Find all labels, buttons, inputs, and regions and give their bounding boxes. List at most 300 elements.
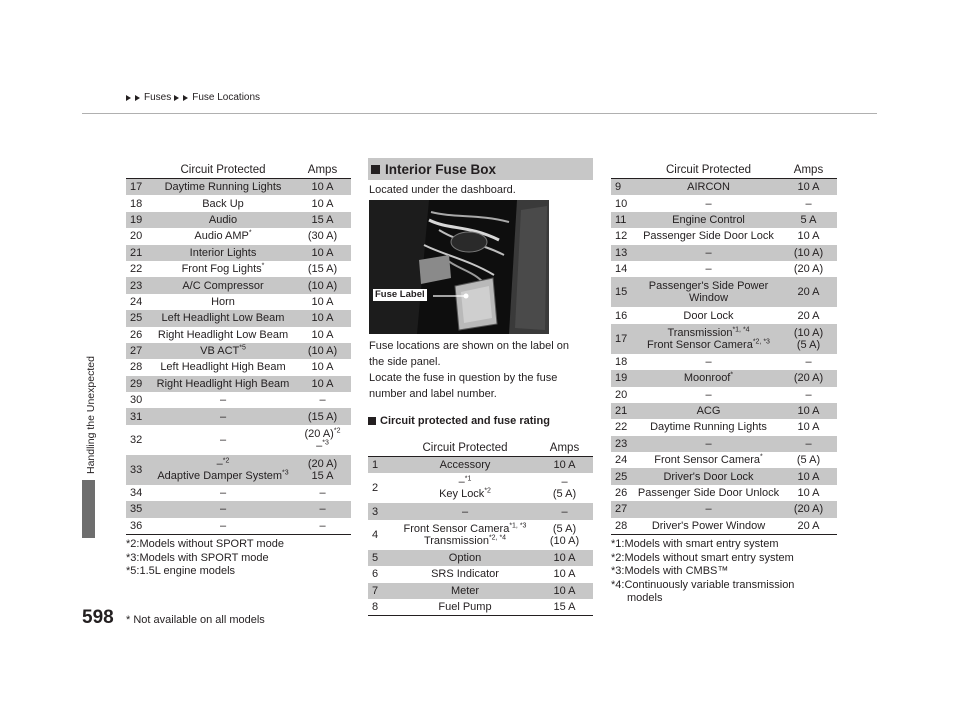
cell-text: 10 A [311, 197, 334, 210]
cell-text: Driver's Door Lock [663, 470, 754, 483]
footnote: *5:1.5L engine models [126, 565, 236, 577]
amps-cell [780, 468, 837, 484]
fuse-number: 6 [372, 568, 379, 581]
footnote-marker: *2, *3 [752, 338, 770, 346]
cell-text: (10 A) [307, 345, 338, 358]
amps-cell [294, 212, 351, 228]
circuit-cell [637, 245, 780, 261]
cell-text: 5 A [800, 213, 817, 226]
circuit-cell [637, 179, 780, 196]
cell-text: – [219, 503, 227, 516]
fuse-number: 32 [130, 433, 143, 446]
cell-text: – [316, 439, 323, 452]
circuit-cell [637, 228, 780, 244]
amps-cell [294, 376, 351, 392]
table-row [126, 455, 351, 485]
cell-text: Meter [450, 584, 480, 597]
fuse-number: 7 [368, 583, 394, 599]
footnote-marker: *2 [222, 457, 230, 465]
table-row [368, 583, 593, 599]
cell-text: Left Headlight Low Beam [161, 312, 285, 325]
dashboard-photo-image [369, 200, 549, 334]
subsection-title: Circuit protected and fuse rating [380, 415, 550, 427]
table-row [611, 354, 837, 370]
circuit-cell [394, 599, 536, 616]
amps-cell [780, 387, 837, 403]
circuit-cell [152, 228, 294, 244]
fuse-table-left [126, 154, 351, 535]
cell-text: 15 A [311, 469, 334, 482]
location-text: Located under the dashboard. [369, 184, 516, 196]
cell-text: Moonroof [683, 372, 731, 385]
cell-text: 10 A [311, 361, 334, 374]
fuse-number: 25 [126, 310, 152, 326]
fuse-number: 36 [126, 518, 152, 535]
cell-text: (5 A) [796, 338, 821, 351]
header-rule [82, 113, 877, 114]
amps-cell [780, 518, 837, 535]
fuse-number: 10 [615, 197, 628, 210]
table-row [611, 485, 837, 501]
cell-text: 10 A [797, 405, 820, 418]
cell-text: – [705, 503, 712, 516]
table-row [611, 468, 837, 484]
table-row [126, 392, 351, 408]
fuse-number: 24 [615, 454, 628, 467]
fuse-number: 1 [368, 457, 394, 474]
table-row [611, 195, 837, 211]
amps-cell [294, 359, 351, 375]
cell-text: – [216, 457, 223, 470]
footnote-marker: * [261, 262, 265, 270]
fuse-number: 31 [126, 408, 152, 424]
cell-text: 10 A [311, 312, 334, 325]
amps-cell [780, 354, 837, 370]
cell-text: 10 A [553, 584, 576, 597]
circuit-cell [152, 376, 294, 392]
fuse-number: 27 [126, 343, 152, 359]
breadcrumb-arrow-icon [183, 95, 188, 101]
cell-text: – [319, 503, 326, 516]
amps-cell [780, 403, 837, 419]
fuse-number: 26 [615, 487, 628, 500]
fuse-table-middle [368, 432, 593, 616]
table-row [611, 228, 837, 244]
breadcrumb-arrow-icon [126, 95, 131, 101]
column-header: Circuit Protected [394, 432, 536, 457]
footnote-marker: *2, *4 [488, 534, 507, 542]
fuse-number: 17 [611, 324, 637, 354]
fuse-number: 26 [130, 328, 143, 341]
table-row [611, 370, 837, 386]
cell-text: – [461, 505, 469, 518]
fuse-number: 3 [368, 503, 394, 519]
fuse-number: 14 [615, 263, 628, 276]
square-bullet-icon [368, 417, 376, 425]
cell-text: 15 A [311, 213, 334, 226]
circuit-cell [637, 354, 780, 370]
breadcrumb-arrow-icon [174, 95, 179, 101]
fuse-number: 34 [130, 487, 143, 500]
cell-text: (10 A) [793, 246, 824, 259]
amps-cell [294, 179, 351, 196]
amps-cell [780, 324, 837, 354]
footnote: *3:Models with SPORT mode [126, 551, 269, 564]
cell-text: – [561, 505, 568, 518]
footnote-marker: *3 [322, 439, 329, 447]
table-row [611, 436, 837, 452]
cell-text: 10 A [311, 295, 334, 308]
circuit-cell [637, 436, 780, 452]
table-row [368, 520, 593, 550]
footnote-marker: *3 [282, 469, 289, 477]
circuit-cell [637, 403, 780, 419]
fuse-number: 20 [130, 230, 143, 243]
circuit-cell [394, 503, 536, 519]
availability-note: * Not available on all models [126, 614, 265, 626]
cell-text: 20 A [797, 309, 820, 322]
table-row [611, 261, 837, 277]
fuse-number: 11 [611, 212, 637, 228]
section-label: Handling the Unexpected [85, 356, 97, 474]
cell-text: 20 A [797, 286, 820, 299]
amps-cell [780, 277, 837, 307]
circuit-cell [152, 212, 294, 228]
circuit-cell [637, 307, 780, 323]
cell-text: 10 A [797, 230, 820, 243]
cell-text: Daytime Running Lights [650, 421, 767, 434]
column-header: Circuit Protected [637, 154, 780, 179]
amps-cell [780, 195, 837, 211]
table-row [611, 387, 837, 403]
fuse-number: 20 [615, 388, 628, 401]
footnote: *2:Models without smart entry system [611, 551, 794, 564]
table-row [126, 294, 351, 310]
circuit-cell [152, 294, 294, 310]
circuit-cell [152, 408, 294, 424]
table-row [368, 473, 593, 503]
fuse-number: 25 [611, 468, 637, 484]
fuse-number: 12 [615, 230, 628, 243]
cell-text: (5 A) [796, 454, 821, 467]
cell-text: 10 A [797, 181, 820, 194]
fuse-number: 27 [611, 501, 637, 517]
fuse-number: 13 [611, 245, 637, 261]
table-row [126, 245, 351, 261]
table-row [126, 343, 351, 359]
circuit-cell [152, 245, 294, 261]
table-row [611, 179, 837, 196]
table-row [126, 327, 351, 343]
cell-text: (20 A) [304, 427, 334, 440]
table-row [611, 307, 837, 323]
circuit-cell [637, 370, 780, 386]
cell-text: AIRCON [687, 181, 730, 194]
amps-cell [294, 277, 351, 293]
amps-cell [536, 550, 593, 566]
fuse-number: 21 [126, 245, 152, 261]
amps-cell [536, 583, 593, 599]
cell-text: Front Sensor Camera [403, 522, 510, 535]
footnote-marker: * [730, 371, 734, 379]
cell-text: (10 A) [307, 279, 338, 292]
circuit-cell [637, 387, 780, 403]
table-row [611, 419, 837, 435]
cell-text: Accessory [439, 459, 491, 472]
cell-text: Right Headlight Low Beam [157, 328, 289, 341]
amps-cell [780, 485, 837, 501]
cell-text: 10 A [311, 181, 334, 194]
cell-text: SRS Indicator [431, 568, 499, 581]
fuse-number: 5 [368, 550, 394, 566]
table-row [126, 408, 351, 424]
cell-text: (20 A) [793, 503, 824, 516]
cell-text: Interior Lights [189, 246, 257, 259]
table-row [126, 195, 351, 211]
fuse-number: 19 [126, 212, 152, 228]
fuse-number: 15 [611, 277, 637, 307]
table-row [126, 518, 351, 535]
amps-cell [780, 212, 837, 228]
cell-text: 10 A [311, 246, 334, 259]
cell-text: – [319, 519, 326, 532]
cell-text: Right Headlight High Beam [156, 377, 290, 390]
cell-text: (10 A) [549, 534, 580, 547]
cell-text: Option [448, 551, 482, 564]
amps-cell [294, 245, 351, 261]
table-row [126, 425, 351, 455]
footnote-marker: *2 [333, 427, 341, 435]
table-row [611, 452, 837, 468]
amps-cell [536, 520, 593, 550]
table-row [126, 179, 351, 196]
cell-text: 10 A [797, 487, 820, 500]
column-header: Amps [294, 154, 351, 179]
fuse-number: 29 [126, 376, 152, 392]
table-row [126, 485, 351, 501]
circuit-cell [637, 277, 780, 307]
column-header: Circuit Protected [152, 154, 294, 179]
circuit-cell [394, 566, 536, 582]
amps-cell [780, 245, 837, 261]
amps-cell [536, 473, 593, 503]
footnote: *4:Continuously variable transmission [611, 578, 795, 591]
amps-cell [536, 599, 593, 616]
footnote-marker: *1, *3 [509, 522, 527, 530]
table-row [611, 518, 837, 535]
amps-cell [294, 392, 351, 408]
cell-text: 20 A [797, 519, 820, 532]
circuit-cell [152, 392, 294, 408]
circuit-cell [152, 261, 294, 277]
square-bullet-icon [371, 165, 380, 174]
cell-text: 10 A [311, 328, 334, 341]
table-row [368, 503, 593, 519]
table-row [368, 550, 593, 566]
table-row [126, 261, 351, 277]
footnote: *1:Models with smart entry system [611, 538, 779, 550]
cell-text: A/C Compressor [182, 279, 264, 292]
amps-cell [780, 370, 837, 386]
cell-text: Key Lock [439, 488, 485, 501]
amps-cell [294, 228, 351, 244]
circuit-cell [637, 419, 780, 435]
circuit-cell [637, 501, 780, 517]
amps-cell [294, 518, 351, 535]
fuse-number: 24 [130, 295, 143, 308]
breadcrumb-item[interactable]: Fuse Locations [192, 92, 261, 103]
cell-text: 10 A [553, 568, 576, 581]
circuit-cell [394, 583, 536, 599]
fuse-number: 23 [611, 436, 637, 452]
footnote-marker: *5 [239, 344, 246, 352]
cell-text: – [805, 388, 812, 401]
cell-text: – [805, 355, 812, 368]
circuit-cell [637, 452, 780, 468]
fuse-box-photo [369, 200, 549, 334]
amps-cell [780, 261, 837, 277]
cell-text: Passenger's Side Power [648, 280, 769, 293]
amps-cell [294, 195, 351, 211]
fuse-number: 17 [126, 179, 152, 196]
amps-cell [294, 485, 351, 501]
section-title: Interior Fuse Box [385, 161, 497, 177]
fuse-label-callout: Fuse Label [375, 289, 425, 300]
fuse-number: 9 [611, 179, 637, 196]
table-row [611, 501, 837, 517]
table-row [126, 376, 351, 392]
circuit-cell [637, 485, 780, 501]
footnote-marker: * [248, 229, 252, 237]
fuse-number: 28 [611, 518, 637, 535]
footnote: models [627, 592, 663, 604]
table-row [368, 457, 593, 474]
footnote: *2:Models without SPORT mode [126, 538, 284, 550]
fuse-number: 33 [126, 455, 152, 485]
cell-text: – [705, 246, 712, 259]
circuit-cell [152, 455, 294, 485]
cell-text: 10 A [797, 470, 820, 483]
circuit-cell [637, 324, 780, 354]
table-row [611, 324, 837, 354]
cell-text: – [561, 476, 568, 489]
cell-text: (30 A) [307, 230, 338, 243]
amps-cell [294, 261, 351, 277]
cell-text: – [458, 476, 465, 489]
cell-text: Adaptive Damper System [157, 469, 283, 482]
cell-text: (20 A) [793, 372, 824, 385]
column-header: Amps [780, 154, 837, 179]
fuse-number: 19 [611, 370, 637, 386]
amps-cell [294, 408, 351, 424]
cell-text: Left Headlight High Beam [160, 361, 286, 374]
circuit-cell [152, 195, 294, 211]
cell-text: – [705, 197, 712, 210]
cell-text: (5 A) [552, 488, 577, 501]
circuit-cell [152, 343, 294, 359]
amps-cell [294, 425, 351, 455]
fuse-number: 21 [611, 403, 637, 419]
cell-text: – [705, 437, 712, 450]
cell-text: Audio [208, 213, 238, 226]
table-row [611, 403, 837, 419]
circuit-cell [637, 261, 780, 277]
fuse-number: 8 [368, 599, 394, 616]
amps-cell [536, 503, 593, 519]
cell-text: – [705, 263, 712, 276]
cell-text: (5 A) [552, 522, 577, 535]
page-number: 598 [82, 607, 114, 628]
fuse-number: 4 [372, 528, 379, 541]
section-header [368, 158, 593, 180]
cell-text: Horn [211, 295, 235, 308]
cell-text: Front Fog Lights [181, 263, 262, 276]
cell-text: 10 A [553, 459, 576, 472]
cell-text: (15 A) [307, 410, 338, 423]
amps-cell [780, 228, 837, 244]
cell-text: Transmission [423, 534, 489, 547]
amps-cell [780, 307, 837, 323]
table-row [126, 277, 351, 293]
column-header: Amps [536, 432, 593, 457]
breadcrumb-item[interactable]: Fuses [144, 92, 172, 103]
cell-text: VB ACT [200, 345, 240, 358]
circuit-cell [394, 473, 536, 503]
circuit-cell [152, 277, 294, 293]
table-row [126, 501, 351, 517]
fuse-number: 23 [126, 277, 152, 293]
fuse-number: 18 [130, 197, 143, 210]
fuse-number: 30 [130, 394, 143, 407]
circuit-cell [637, 468, 780, 484]
breadcrumb-arrow-icon [135, 95, 140, 101]
fuse-number: 35 [126, 501, 152, 517]
circuit-cell [152, 359, 294, 375]
amps-cell [536, 457, 593, 474]
circuit-cell [152, 485, 294, 501]
cell-text: – [705, 355, 712, 368]
footnote-marker: *2 [484, 487, 491, 495]
cell-text: – [705, 388, 712, 401]
cell-text: Passenger Side Door Lock [643, 230, 774, 243]
amps-cell [294, 501, 351, 517]
section-tab [82, 480, 95, 538]
cell-text: Transmission [667, 326, 733, 339]
footnote-marker: * [760, 453, 763, 461]
amps-cell [294, 310, 351, 326]
cell-text: Driver's Power Window [651, 519, 766, 532]
amps-cell [780, 452, 837, 468]
description-text: Fuse locations are shown on the label on the side panel. Locate the fuse in question by the fuse number and label number. [369, 340, 569, 400]
cell-text: – [219, 487, 227, 500]
table-row [368, 599, 593, 616]
circuit-cell [637, 195, 780, 211]
cell-text: (15 A) [307, 263, 338, 276]
amps-cell [294, 343, 351, 359]
cell-text: – [219, 410, 227, 423]
circuit-cell [152, 501, 294, 517]
cell-text: 10 A [553, 551, 576, 564]
table-row [126, 359, 351, 375]
cell-text: – [219, 394, 227, 407]
amps-cell [294, 294, 351, 310]
cell-text: 15 A [553, 601, 576, 614]
cell-text: – [805, 437, 812, 450]
circuit-cell [152, 518, 294, 535]
circuit-cell [152, 310, 294, 326]
cell-text: Front Sensor Camera [654, 454, 761, 467]
circuit-cell [394, 457, 536, 474]
